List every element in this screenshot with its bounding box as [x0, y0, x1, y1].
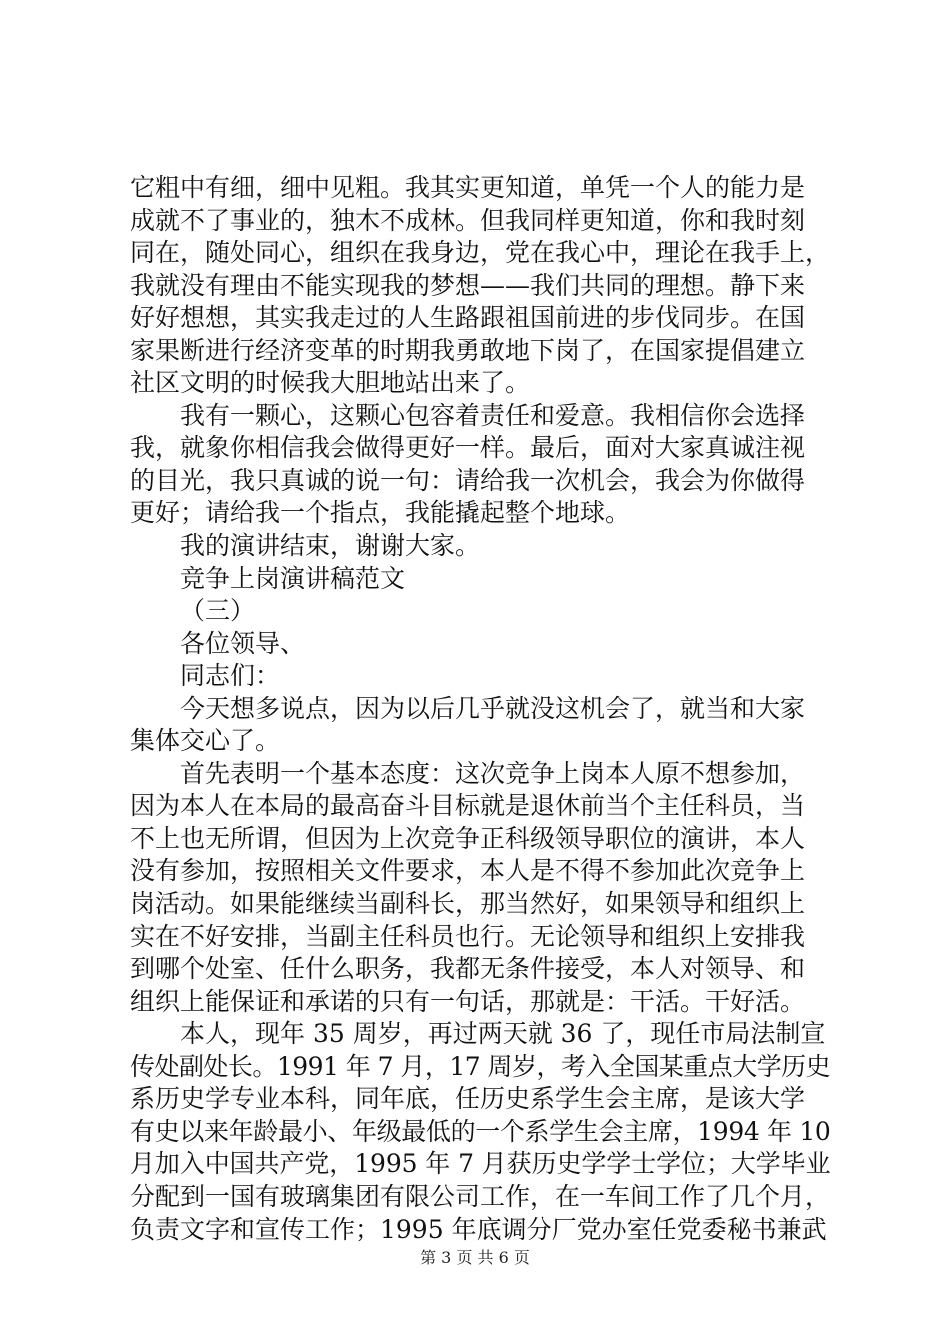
text-line: 社区文明的时候我大胆地站出来了。: [130, 368, 531, 398]
text-line: 有史以来年龄最小、年级最低的一个系学生会主席，1994 年 10: [130, 1116, 831, 1146]
text-line: 同在，随处同心，组织在我身边，党在我心中，理论在我手上，: [130, 238, 831, 268]
text-line: 今天想多说点，因为以后几乎就没这机会了，就当和大家: [180, 693, 806, 723]
text-line: 的目光，我只真诚的说一句：请给我一次机会，我会为你做得: [130, 465, 806, 495]
text-line: 竞争上岗演讲稿范文: [180, 563, 406, 593]
text-line: （三）: [180, 596, 256, 626]
text-line: 负责文字和宣传工作；1995 年底调分厂党办室任党委秘书兼武: [130, 1214, 827, 1244]
text-line: 传处副处长。1991 年 7 月，17 周岁，考入全国某重点大学历史: [130, 1051, 831, 1081]
text-line: 更好；请给我一个指点，我能撬起整个地球。: [130, 498, 631, 528]
text-line: 好好想想，其实我走过的人生路跟祖国前进的步伐同步。在国: [130, 303, 806, 333]
text-line: 月加入中国共产党，1995 年 7 月获历史学学士学位；大学毕业: [130, 1149, 831, 1179]
text-line: 因为本人在本局的最高奋斗目标就是退休前当个主任科员，当: [130, 791, 806, 821]
text-line: 我，就象你相信我会做得更好一样。最后，面对大家真诚注视: [130, 433, 806, 463]
text-line: 到哪个处室、任什么职务，我都无条件接受，本人对领导、和: [130, 954, 806, 984]
text-line: 实在不好安排，当副主任科员也行。无论领导和组织上安排我: [130, 921, 806, 951]
text-line: 分配到一国有玻璃集团有限公司工作，在一车间工作了几个月，: [130, 1181, 831, 1211]
text-line: 本人，现年 35 周岁，再过两天就 36 了，现任市局法制宣: [180, 1019, 826, 1049]
text-line: 成就不了事业的，独木不成林。但我同样更知道，你和我时刻: [130, 205, 806, 235]
page-footer: [0, 1245, 950, 1268]
page-indicator: 第 3 页 共 6 页: [420, 1248, 530, 1267]
text-line: 首先表明一个基本态度：这次竞争上岗本人原不想参加，: [180, 758, 806, 788]
text-line: 它粗中有细，细中见粗。我其实更知道，单凭一个人的能力是: [130, 173, 806, 202]
text-line: 我有一颗心，这颗心包容着责任和爱意。我相信你会选择: [180, 400, 806, 430]
text-line: 家果断进行经济变革的时期我勇敢地下岗了，在国家提倡建立: [130, 335, 806, 365]
text-line: 系历史学专业本科，同年底，任历史系学生会主席，是该大学: [130, 1084, 806, 1114]
text-line: 我的演讲结束，谢谢大家。: [180, 531, 481, 561]
text-line: 集体交心了。: [130, 726, 281, 756]
text-line: 同志们：: [180, 661, 281, 691]
text-line: 我就没有理由不能实现我的梦想——我们共同的理想。静下来: [130, 270, 806, 300]
text-line: 没有参加，按照相关文件要求，本人是不得不参加此次竞争上: [130, 856, 806, 886]
text-line: 各位领导、: [180, 628, 306, 658]
document-body: [130, 172, 830, 1246]
text-line: 不上也无所谓，但因为上次竞争正科级领导职位的演讲，本人: [130, 823, 806, 853]
text-line: 岗活动。如果能继续当副科长，那当然好，如果领导和组织上: [130, 889, 806, 919]
text-line: 组织上能保证和承诺的只有一句话，那就是：干活。干好活。: [130, 986, 806, 1016]
